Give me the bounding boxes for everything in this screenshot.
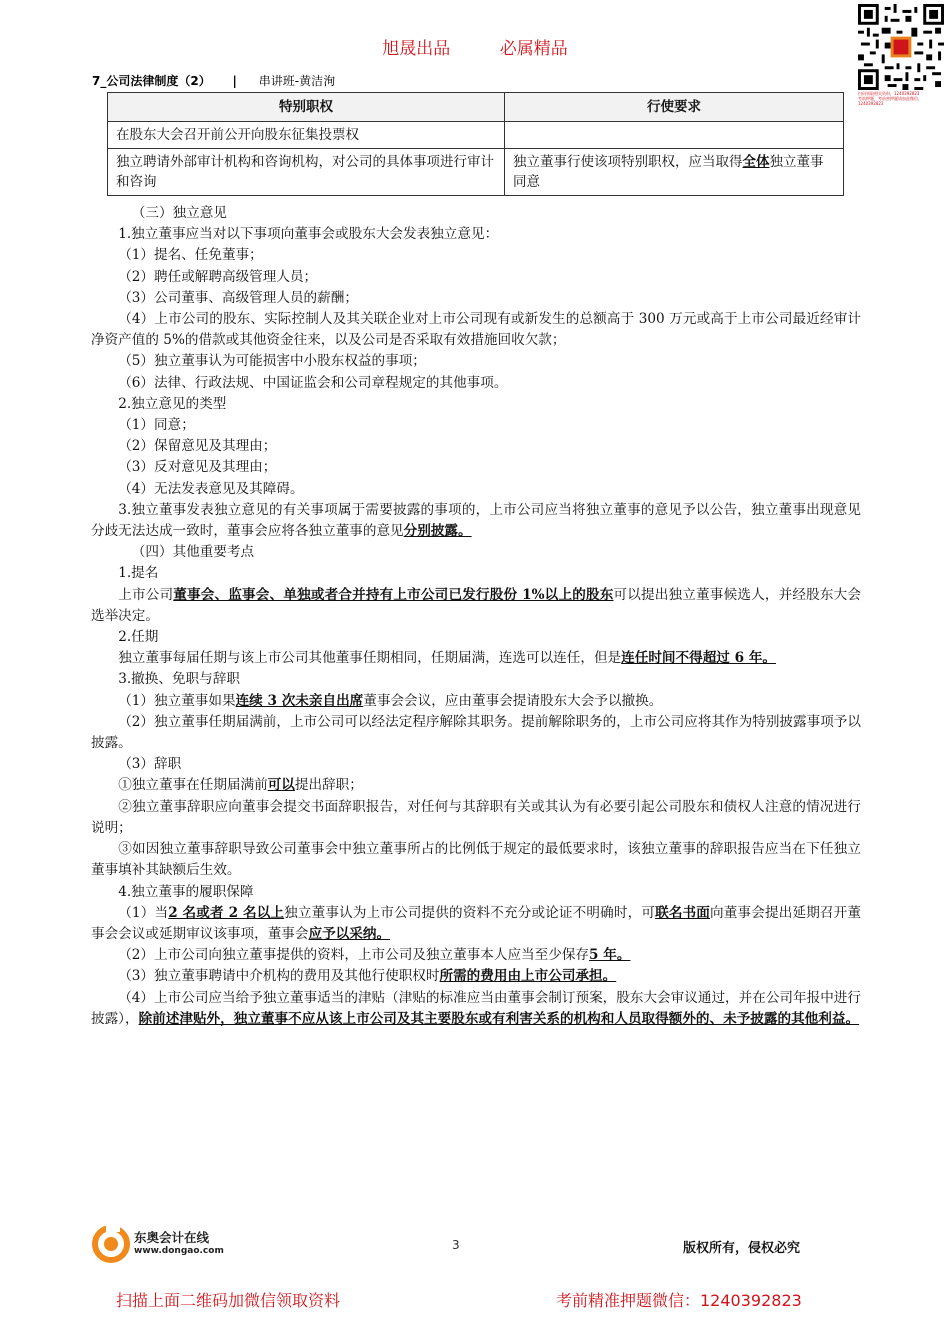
list-item: （1）同意； bbox=[118, 417, 195, 434]
list-item: （3）反对意见及其理由； bbox=[118, 459, 277, 476]
list-item: （4）上市公司的股东、实际控制人及其关联企业对上市公司现有或新发生的总额高于 300 万元或高于上市公司最近经审计净资产值的 5%的借款或其他资金往来，以及公司是否采取有效措施回收欠款； bbox=[91, 311, 861, 349]
text: （4）上市公司应当给予独立董事适当的津贴（津贴的标准应当由董事会制订预案，股东大会审议通过，并在公司年报中进行披露）， bbox=[91, 989, 861, 1027]
list-item: （3）辞职 bbox=[118, 756, 182, 773]
list-item bbox=[91, 903, 861, 945]
paragraph: 1.独立董事应当对以下事项向董事会或股东大会发表独立意见： bbox=[118, 226, 499, 243]
list-item: ③如因独立董事辞职导致公司董事会中独立董事所占的比例低于规定的最低要求时，该独立董事的辞职报告应当在下任独立董事填补其缺额后生效。 bbox=[91, 841, 861, 879]
req-text-end: 独立董事同意 bbox=[513, 154, 824, 190]
bottom-promo-right: 考前精准押题微信：1240392823 bbox=[556, 1291, 802, 1310]
list-item: （6）法律、行政法规、中国证监会和公司章程规定的其他事项。 bbox=[118, 374, 508, 391]
logo-name: 东奥会计在线 bbox=[134, 1230, 210, 1245]
text: 独立董事认为上市公司提供的资料不充分或论证不明确时，可 bbox=[284, 904, 656, 921]
table-header-row bbox=[108, 93, 844, 122]
document-body bbox=[91, 203, 861, 1030]
paragraph: 2.独立意见的类型 bbox=[118, 395, 227, 412]
top-banner bbox=[0, 34, 950, 59]
req-emphasis: 全体 bbox=[742, 154, 770, 170]
subheading: 3.撤换、免职与辞职 bbox=[118, 671, 240, 688]
emphasis: 董事会、监事会、单独或者合并持有上市公司已发行股份 1%以上的股东 bbox=[173, 586, 614, 603]
emphasis: 连续 3 次未亲自出席 bbox=[235, 692, 364, 709]
emphasis: 连任时间不得超过 6 年。 bbox=[621, 650, 777, 667]
section-heading: （四）其他重要考点 bbox=[131, 544, 255, 561]
subheading: 1.提名 bbox=[118, 565, 159, 582]
teacher-name: 串讲班-黄洁洵 bbox=[258, 74, 336, 88]
emphasis: 5 年。 bbox=[589, 947, 631, 964]
text: 可以提出独立董事候选人，并经股东大会选举决定。 bbox=[91, 586, 862, 624]
text: （1）当 bbox=[118, 904, 169, 921]
bottom-promo-left: 扫描上面二维码加微信领取资料 bbox=[116, 1291, 341, 1310]
text: 董事会会议，应由董事会提请股东大会予以撤换。 bbox=[363, 692, 663, 709]
emphasis: 联名书面 bbox=[655, 904, 711, 921]
text: 上市公司 bbox=[118, 586, 174, 603]
copyright-notice: 版权所有，侵权必究 bbox=[683, 1241, 801, 1256]
emphasis: 除前述津贴外，独立董事不应从该上市公司及其主要股东或有利害关系的机构和人员取得额外的、未予披露的其他利益。 bbox=[138, 1010, 860, 1027]
paragraph bbox=[91, 648, 861, 669]
text: （2）上市公司向独立董事提供的资料，上市公司及独立董事本人应当至少保存 bbox=[118, 947, 590, 964]
list-item: （4）无法发表意见及其障碍。 bbox=[118, 480, 304, 497]
table-row bbox=[108, 122, 844, 149]
text: 提出辞职； bbox=[294, 777, 363, 794]
text: 3.独立董事发表独立意见的有关事项属于需要披露的事项的，上市公司应当将独立董事的意见予以公告，独立董事出现意见分歧无法达成一致时，董事会应将各独立董事的意见 bbox=[91, 501, 861, 540]
list-item: （2）聘任或解聘高级管理人员； bbox=[118, 268, 318, 285]
subheading: 2.任期 bbox=[118, 629, 159, 646]
course-title: 7_公司法律制度（2） bbox=[92, 74, 211, 88]
list-item: （1）提名、任免董事； bbox=[118, 247, 263, 264]
table-cell-requirement bbox=[505, 149, 844, 196]
emphasis: 应予以采纳。 bbox=[308, 925, 391, 942]
list-item bbox=[91, 945, 861, 966]
table-cell-requirement bbox=[505, 122, 844, 149]
table-header-right: 特别职权 bbox=[108, 93, 505, 122]
table-row bbox=[108, 149, 844, 196]
emphasis: 可以 bbox=[267, 777, 295, 794]
header-separator: | bbox=[232, 74, 237, 88]
list-item bbox=[91, 966, 861, 987]
page-number: 3 bbox=[452, 1238, 460, 1252]
qr-caption-line-2: 考前押题，考前密押题请加此微信，1240392823 bbox=[858, 96, 922, 106]
page-header bbox=[92, 72, 335, 89]
paragraph bbox=[91, 500, 861, 542]
list-item bbox=[91, 988, 861, 1030]
table-cell-right: 独立聘请外部审计机构和咨询机构，对公司的具体事项进行审计和咨询 bbox=[108, 149, 505, 196]
list-item: ②独立董事辞职应向董事会提交书面辞职报告，对任何与其辞职有关或其认为有必要引起公司股东和债权人注意的情况进行说明； bbox=[91, 798, 861, 836]
list-item: （2）独立董事任期届满前，上市公司可以经法定程序解除其职务。提前解除职务的，上市公司应将其作为特别披露事项予以披露。 bbox=[91, 713, 861, 752]
qr-caption-line-1: 扫码领取相关资料，1240392823 bbox=[858, 91, 920, 96]
subheading: 4.独立董事的履职保障 bbox=[118, 883, 254, 900]
qr-caption bbox=[858, 91, 944, 106]
text: 向董事会提出延期召开董事会会议或延期审议该事项，董事会 bbox=[91, 904, 861, 942]
special-rights-table bbox=[107, 92, 844, 196]
banner-left: 旭晟出品 bbox=[382, 39, 451, 59]
logo-url: www.dongao.com bbox=[134, 1246, 224, 1256]
text: 独立董事每届任期与该上市公司其他董事任期相同，任期届满，连选可以连任，但是 bbox=[118, 650, 622, 667]
list-item: （2）保留意见及其理由； bbox=[118, 438, 277, 455]
emphasis: 分别披露。 bbox=[403, 523, 472, 540]
text: ①独立董事在任期届满前 bbox=[118, 777, 268, 794]
emphasis: 所需的费用由上市公司承担。 bbox=[439, 968, 617, 985]
section-heading: （三）独立意见 bbox=[131, 205, 227, 221]
table-header-requirement: 行使要求 bbox=[505, 93, 844, 122]
list-item: （3）公司董事、高级管理人员的薪酬； bbox=[118, 289, 358, 306]
qr-code-icon bbox=[858, 4, 944, 90]
req-text: 独立董事行使该项特别职权，应当取得 bbox=[513, 154, 743, 170]
table-cell-right: 在股东大会召开前公开向股东征集投票权 bbox=[108, 122, 505, 149]
banner-right: 必属精品 bbox=[499, 39, 568, 59]
paragraph bbox=[91, 585, 861, 627]
text: （1）独立董事如果 bbox=[118, 692, 236, 709]
list-item bbox=[91, 775, 861, 796]
list-item: （5）独立董事认为可能损害中小股东权益的事项； bbox=[118, 353, 426, 370]
emphasis: 2 名或者 2 名以上 bbox=[168, 904, 285, 921]
list-item bbox=[91, 691, 861, 712]
text: （3）独立董事聘请中介机构的费用及其他行使职权时 bbox=[118, 968, 440, 985]
